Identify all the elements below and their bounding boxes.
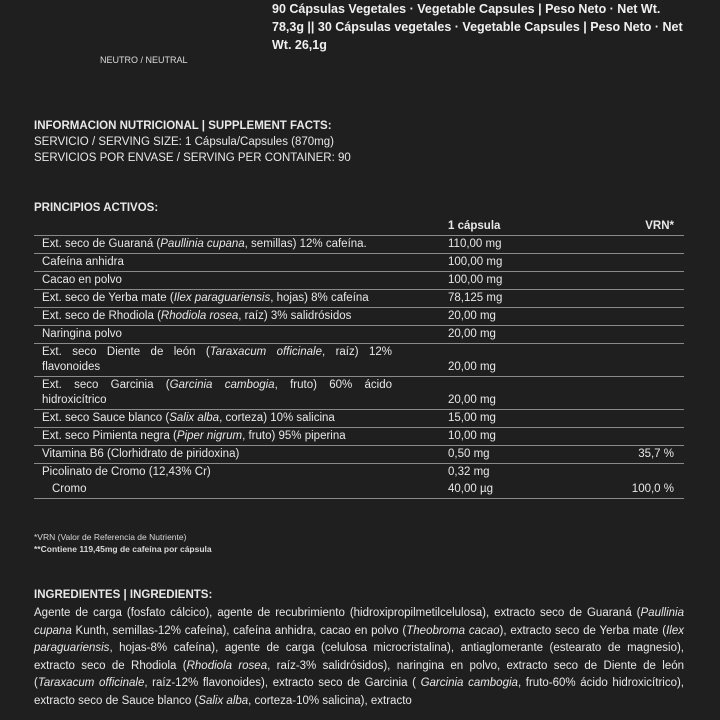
servings-per-container: SERVICIOS POR ENVASE / SERVING PER CONTAINER: 90 (34, 152, 351, 164)
active-ingredient-name: Cafeína anhidra (34, 254, 396, 272)
header-amount: 1 cápsula (396, 218, 612, 236)
active-ingredient-amount: 20,00 mg (396, 377, 612, 410)
chromium-amount: 0,32 mg (448, 466, 490, 478)
latin-name: Salix alba (169, 412, 220, 424)
actives-body (34, 236, 684, 499)
active-ingredient-amount: 20,00 mg (396, 308, 612, 326)
active-ingredient-row (34, 308, 684, 326)
active-ingredient-vrn (612, 377, 684, 410)
flavor-label: NEUTRO / NEUTRAL (100, 55, 188, 65)
active-ingredient-row (34, 236, 684, 254)
latin-name: Rhodiola rosea (160, 310, 239, 322)
serving-size: SERVICIO / SERVING SIZE: 1 Cápsula/Capsules (870mg) (34, 136, 334, 148)
ingredient-text-segment: ), extracto seco de Yerba mate ( (499, 624, 667, 637)
active-ingredient-vrn (612, 344, 684, 377)
chromium-sub-name: Cromo (34, 481, 396, 499)
latin-name: Piper nigrum (176, 430, 243, 442)
active-ingredient-vrn (612, 410, 684, 428)
chromium-row (34, 464, 684, 482)
active-ingredient-name: Ext. seco de Rhodiola (Rhodiola rosea, raíz) 3% salidrósidos (34, 308, 396, 326)
active-ingredient-amount: 110,00 mg (396, 236, 612, 254)
active-ingredient-row (34, 254, 684, 272)
active-ingredient-row (34, 272, 684, 290)
active-ingredient-amount: 20,00 mg (396, 326, 612, 344)
active-ingredient-vrn (612, 290, 684, 308)
ingredient-text-segment: Kunth, semillas-12% cafeína), cafeína anhidra, cacao en polvo ( (71, 624, 407, 637)
active-ingredient-vrn (612, 272, 684, 290)
chromium-sub-row (34, 481, 684, 499)
product-net-weight-title: 90 Cápsulas Vegetales · Vegetable Capsules | Peso Neto · Net Wt. 78,3g || 30 Cápsulas vegetales · Vegetable Capsules | Peso Neto · Net Wt. 26,1g (272, 2, 683, 52)
latin-name: Ilex paraguariensis (173, 292, 271, 304)
active-ingredient-vrn: 35,7 % (612, 446, 684, 464)
ingredient-latin-name: Salix alba (198, 694, 249, 707)
ingredient-latin-name: Rhodiola rosea (186, 659, 268, 672)
active-ingredient-amount: 15,00 mg (396, 410, 612, 428)
active-ingredient-amount: 10,00 mg (396, 428, 612, 446)
active-ingredient-name: Vitamina B6 (Clorhidrato de piridoxina) (34, 446, 396, 464)
actives-header-row (34, 218, 684, 236)
active-ingredient-name: Ext. seco Sauce blanco (Salix alba, corteza) 10% salicina (34, 410, 396, 428)
active-ingredient-amount: 100,00 mg (396, 272, 612, 290)
ingredient-text-segment: , fruto-60% ácido hidroxicítrico), extracto seco de Sauce blanco ( (34, 677, 684, 707)
ingredient-latin-name: Paullinia cupana (34, 607, 684, 637)
ingredient-latin-name: Ilex paraguariensis (34, 624, 684, 655)
active-ingredient-row (34, 290, 684, 308)
active-ingredient-amount: 20,00 mg (396, 344, 612, 377)
active-ingredient-row (34, 410, 684, 428)
active-ingredient-name: Ext. seco Diente de león (Taraxacum officinale, raíz) 12% flavonoides (34, 344, 396, 377)
active-ingredient-name: Ext. seco de Yerba mate (Ilex paraguariensis, hojas) 8% cafeína (34, 290, 396, 308)
ingredients-heading: INGREDIENTES | INGREDIENTS: (34, 589, 213, 601)
active-ingredient-amount: 78,125 mg (396, 290, 612, 308)
active-ingredient-name: Ext. seco Pimienta negra (Piper nigrum, fruto) 95% piperina (34, 428, 396, 446)
ingredient-text-segment: , hojas-8% cafeína), agente de carga (celulosa microcristalina), antiaglomerante (estearato de magnesio), extracto seco de Rhodiola ( (34, 642, 684, 672)
active-ingredient-row (34, 344, 684, 377)
nutrition-heading: INFORMACION NUTRICIONAL | SUPPLEMENT FACTS: (34, 120, 332, 132)
active-ingredient-name: Ext. seco Garcinia (Garcinia cambogia, fruto) 60% ácido hidroxicítrico (34, 377, 396, 410)
caffeine-footnote: **Contiene 119,45mg de cafeína por cápsula (34, 544, 212, 554)
active-ingredient-row (34, 428, 684, 446)
active-ingredient-amount: 0,50 mg (396, 446, 612, 464)
active-ingredient-row (34, 446, 684, 464)
active-ingredient-vrn (612, 308, 684, 326)
chromium-sub-amount: 40,00 µg (396, 481, 612, 499)
nutrition-info (34, 118, 351, 166)
chromium-vrn (612, 464, 684, 482)
ingredient-text-segment: , raíz-3% salidrósidos), naringina en polvo, extracto seco de Diente de león ( (34, 659, 684, 690)
active-ingredient-vrn (612, 236, 684, 254)
ingredient-latin-name: Garcinia cambogia (420, 677, 518, 690)
actives-table (34, 218, 684, 499)
active-ingredient-row (34, 326, 684, 344)
actives-heading: PRINCIPIOS ACTIVOS: (34, 202, 159, 214)
ingredient-latin-name: Theobroma cacao (406, 624, 500, 637)
ingredient-text-segment: , raíz-12% flavonoides), extracto seco de Garcinia ( (144, 677, 421, 690)
active-ingredient-name: Naringina polvo (34, 326, 396, 344)
active-ingredient-name: Ext. seco de Guaraná (Paullinia cupana, semillas) 12% cafeína. (34, 236, 396, 254)
active-ingredient-vrn (612, 254, 684, 272)
ingredient-text-segment: Agente de carga (fosfato cálcico), agente de recubrimiento (hidroxipropilmetilcelulosa), extracto seco de Guaraná ( (34, 607, 641, 619)
ingredient-latin-name: Taraxacum officinale (37, 677, 145, 690)
active-ingredient-amount: 100,00 mg (396, 254, 612, 272)
active-ingredient-vrn (612, 326, 684, 344)
ingredient-text-segment: , corteza-10% salicina), extracto (248, 694, 412, 707)
latin-name: Garcinia cambogia (169, 379, 275, 391)
header-name-col (34, 218, 396, 236)
latin-name: Taraxacum officinale (209, 346, 322, 358)
active-ingredient-row (34, 377, 684, 410)
active-ingredient-vrn (612, 428, 684, 446)
ingredients-text (34, 605, 684, 711)
chromium-sub-vrn: 100,0 % (612, 481, 684, 499)
footnotes (34, 531, 212, 555)
header-vrn: VRN* (612, 218, 684, 236)
chromium-name: Picolinato de Cromo (12,43% Cr) (42, 466, 211, 478)
latin-name: Paullinia cupana (160, 238, 245, 250)
active-ingredient-name: Cacao en polvo (34, 272, 396, 290)
vrn-footnote: *VRN (Valor de Referencia de Nutriente) (34, 532, 187, 542)
